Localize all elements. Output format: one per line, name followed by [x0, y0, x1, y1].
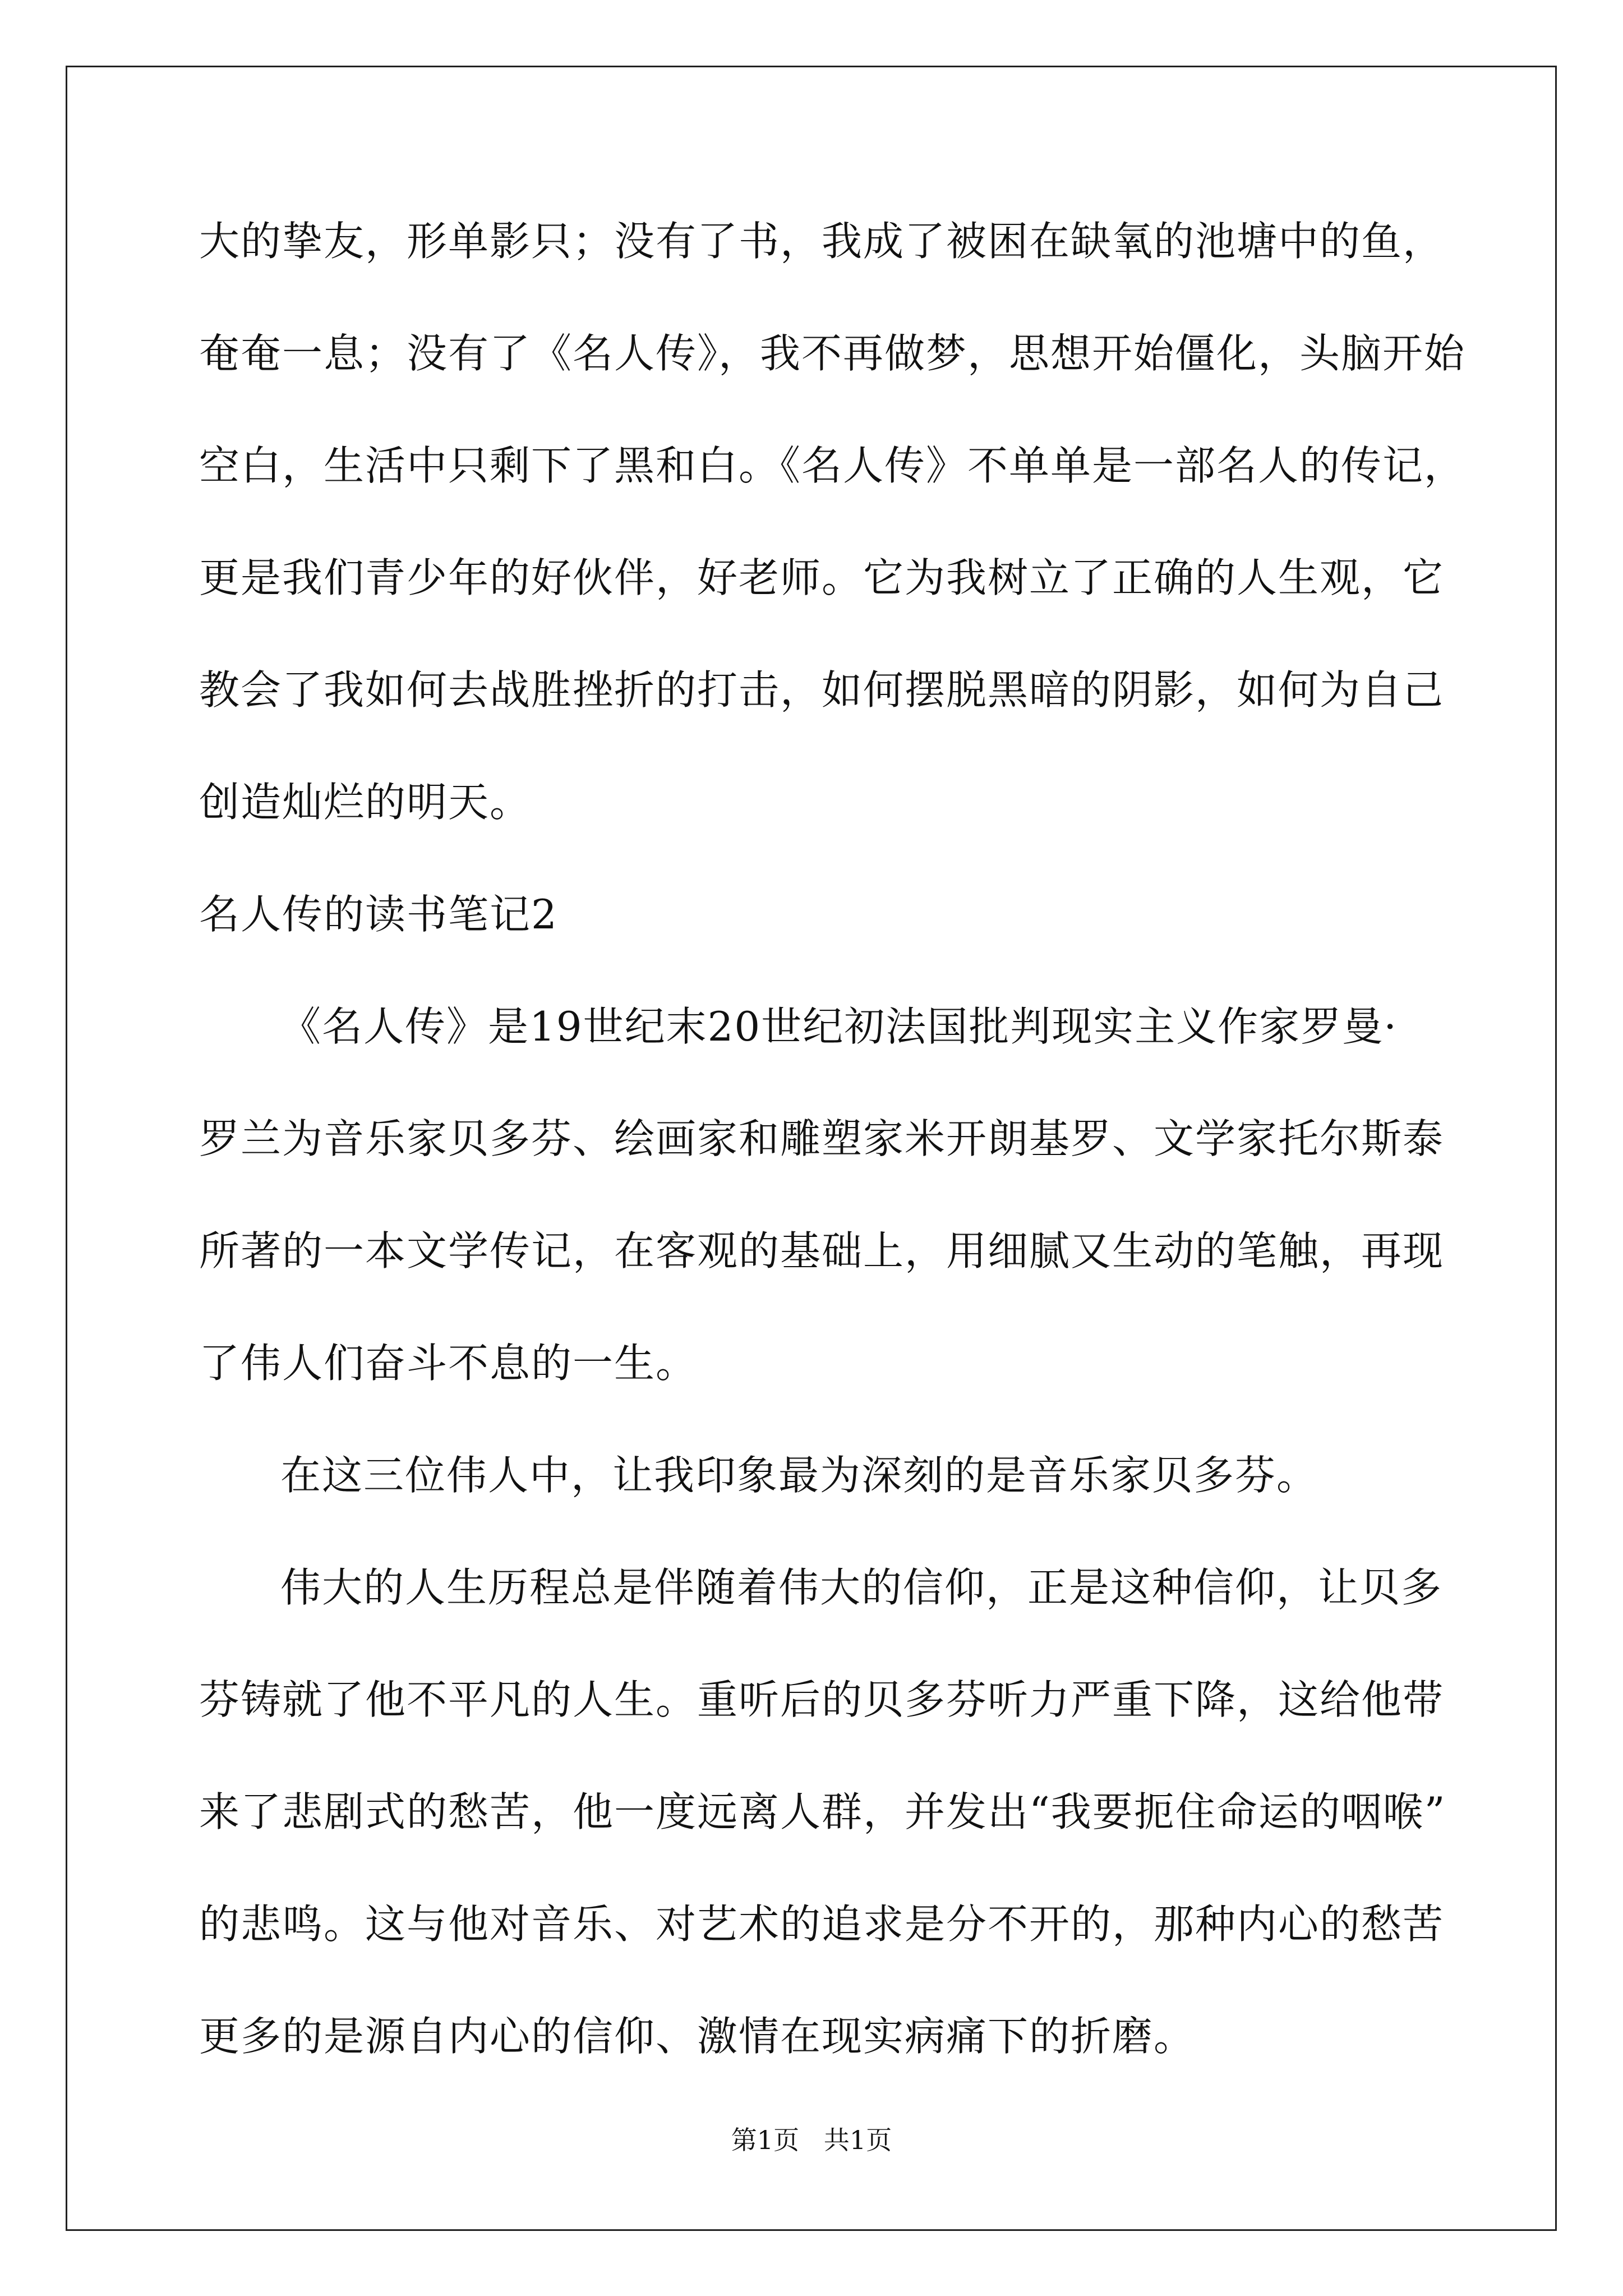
- text-line: 更多的是源自内心的信仰、激情在现实病痛下的折磨。: [199, 2013, 1196, 2060]
- text-line: 创造灿烂的明天。: [199, 779, 532, 826]
- text-line: 空白，生活中只剩下了黑和白。《名人传》不单单是一部名人的传记，: [199, 442, 1466, 489]
- text-line: 奄奄一息；没有了《名人传》，我不再做梦，思想开始僵化，头脑开始: [199, 330, 1466, 377]
- text-line: 伟大的人生历程总是伴随着伟大的信仰，正是这种信仰，让贝多: [280, 1564, 1443, 1611]
- text-line: 大的挚友，形单影只；没有了书，我成了被困在缺氧的池塘中的鱼，: [199, 218, 1445, 265]
- text-line: 来了悲剧式的愁苦，他一度远离人群，并发出“我要扼住命运的咽喉”: [199, 1788, 1446, 1835]
- text-line: 芬铸就了他不平凡的人生。重听后的贝多芬听力严重下降，这给他带: [199, 1676, 1445, 1723]
- document-body: [199, 213, 1466, 2120]
- text-line: 更是我们青少年的好伙伴，好老师。它为我树立了正确的人生观，它: [199, 554, 1445, 601]
- page-number-footer: 第1页 共1页: [731, 2125, 892, 2155]
- text-line: 所著的一本文学传记，在客观的基础上，用细腻又生动的笔触，再现: [199, 1227, 1445, 1274]
- text-line: 的悲鸣。这与他对音乐、对艺术的追求是分不开的，那种内心的愁苦: [199, 1901, 1445, 1948]
- text-line: 了伟人们奋斗不息的一生。: [199, 1340, 698, 1387]
- text-line: 罗兰为音乐家贝多芬、绘画家和雕塑家米开朗基罗、文学家托尔斯泰: [199, 1115, 1445, 1162]
- text-line: 在这三位伟人中，让我印象最为深刻的是音乐家贝多芬。: [280, 1452, 1318, 1499]
- text-line: 《名人传》是19世纪末20世纪初法国批判现实主义作家罗曼·: [280, 1003, 1398, 1050]
- text-line: 教会了我如何去战胜挫折的打击，如何摆脱黑暗的阴影，如何为自己: [199, 666, 1445, 714]
- section-heading: 名人传的读书笔记2: [199, 891, 558, 938]
